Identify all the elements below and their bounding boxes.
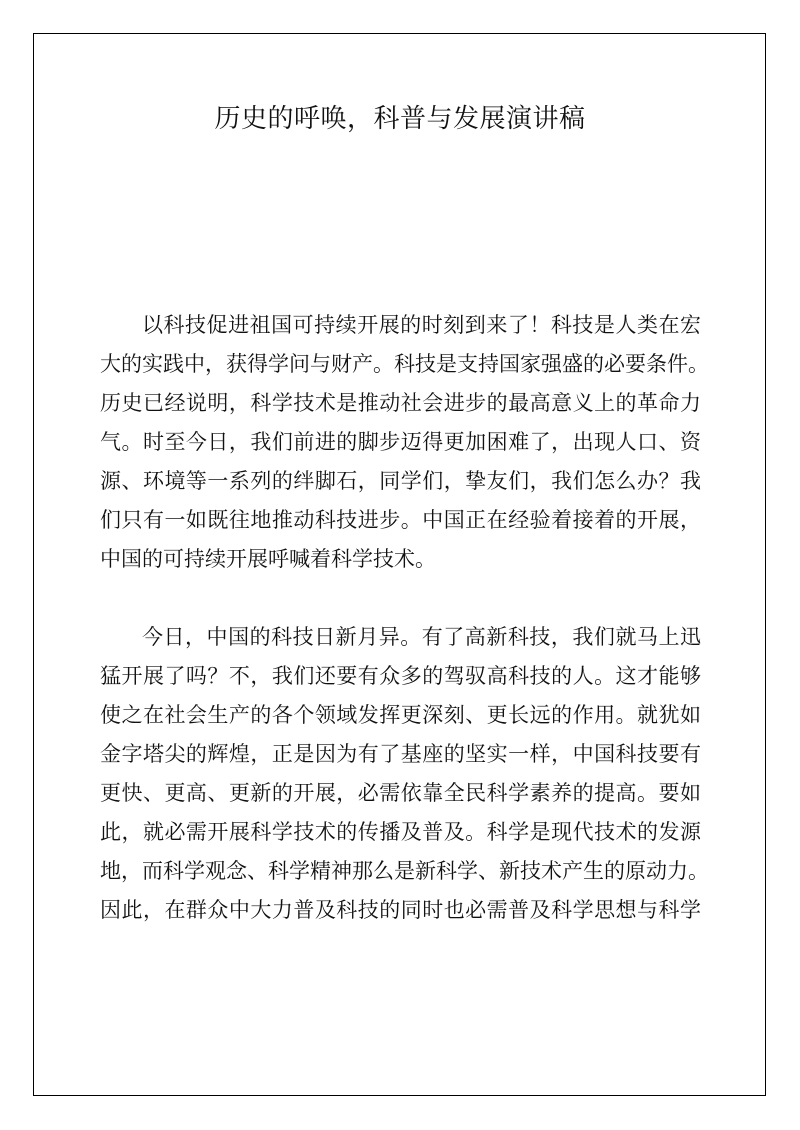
text-line: 因此，在群众中大力普及科技的同时也必需普及科学思想与科学: [100, 898, 701, 922]
document-title: 历史的呼唤，科普与发展演讲稿: [214, 104, 586, 134]
text-line: 金字塔尖的辉煌，正是因为有了基座的坚实一样，中国科技要有: [100, 742, 701, 766]
text-line: 猛开展了吗？不，我们还要有众多的驾驭高科技的人。这才能够: [100, 664, 701, 688]
text-line: 历史已经说明，科学技术是推动社会进步的最高意义上的革命力: [100, 391, 701, 415]
text-line: 以科技促进祖国可持续开展的时刻到来了！科技是人类在宏: [142, 313, 701, 337]
text-line: 中国的可持续开展呼喊着科学技术。: [100, 547, 436, 571]
text-line: 源、环境等一系列的绊脚石，同学们，挚友们，我们怎么办？我: [100, 469, 701, 493]
text-line: 今日，中国的科技日新月异。有了高新科技，我们就马上迅: [142, 625, 701, 649]
text-line: 气。时至今日，我们前进的脚步迈得更加困难了，出现人口、资: [100, 430, 701, 454]
text-line: 地，而科学观念、科学精神那么是新科学、新技术产生的原动力。: [100, 859, 709, 883]
text-line: 们只有一如既往地推动科技进步。中国正在经验着接着的开展，: [100, 508, 701, 532]
text-line: 更快、更高、更新的开展，必需依靠全民科学素养的提高。要如: [100, 781, 701, 805]
text-line: 大的实践中，获得学问与财产。科技是支持国家强盛的必要条件。: [100, 352, 709, 376]
document-body: [100, 306, 709, 930]
text-line: 此，就必需开展科学技术的传播及普及。科学是现代技术的发源: [100, 820, 701, 844]
paragraph-2: [100, 618, 709, 930]
text-line: 使之在社会生产的各个领域发挥更深刻、更长远的作用。就犹如: [100, 703, 701, 727]
paragraph-1: [100, 306, 709, 579]
